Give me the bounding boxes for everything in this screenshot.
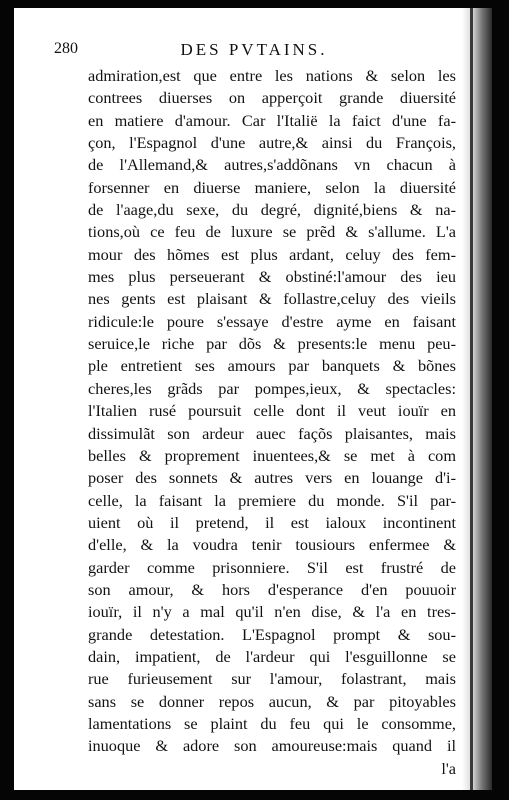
text-line: contrees diuerses on apperçoit grande diuersité bbox=[88, 88, 456, 108]
text-line: forsenner en diuerse maniere, selon la diuersité bbox=[88, 177, 456, 197]
text-line: rue furieusement sur l'amour, folastrant, mais bbox=[88, 669, 456, 689]
text-line: celle, la faisant la premiere du monde. S'il par- bbox=[88, 490, 456, 510]
running-title: DES PVTAINS. bbox=[180, 40, 328, 59]
text-line: lamentations se plaint du feu qui le consomme, bbox=[88, 713, 456, 733]
text-line: ridicule:le poure s'essaye d'estre ayme en faisant bbox=[88, 311, 456, 331]
text-line: d'elle, & la voudra tenir tousiours enfermee & bbox=[88, 535, 456, 555]
text-line: cheres,les grãds par pompes,ieux, & spectacles: bbox=[88, 378, 456, 398]
text-line: grande detestation. L'Espagnol prompt & sou- bbox=[88, 624, 456, 644]
page-header bbox=[54, 40, 454, 58]
text-line: dain, impatient, de l'ardeur qui l'esguillonne se bbox=[88, 646, 456, 666]
body-text bbox=[88, 65, 456, 780]
text-line: sans se donner repos aucun, & par pitoyables bbox=[88, 691, 456, 711]
text-line: mour des hõmes est plus ardant, celuy des fem- bbox=[88, 244, 456, 264]
page-number: 280 bbox=[54, 40, 78, 57]
text-line: seruice,le riche par dõs & presents:le menu peu- bbox=[88, 334, 456, 354]
text-line: mes plus perseuerant & obstiné:l'amour des ieu bbox=[88, 267, 456, 287]
text-line: de l'Allemand,& autres,s'addõnans vn chacun à bbox=[88, 155, 456, 175]
text-line: l'Italien rusé poursuit celle dont il veut iouïr en bbox=[88, 401, 456, 421]
book-page bbox=[14, 8, 492, 790]
text-line: en matiere d'amour. Car l'Italië la faict d'une fa- bbox=[88, 110, 456, 130]
book-spine-shadow bbox=[462, 8, 492, 790]
text-line: de l'aage,du sexe, du degré, dignité,biens & na- bbox=[88, 200, 456, 220]
text-line: poser des sonnets & autres vers en louange d'i- bbox=[88, 468, 456, 488]
text-line: belles & proprement inuentees,& se met à com bbox=[88, 445, 456, 465]
text-line: son amour, & hors d'esperance d'en pouuoir bbox=[88, 579, 456, 599]
text-line: ple entretient ses amours par banquets & bõnes bbox=[88, 356, 456, 376]
text-line: garder comme prisonniere. S'il est frustré de bbox=[88, 557, 456, 577]
text-line: dissimulãt son ardeur auec façõs plaisantes, mais bbox=[88, 423, 456, 443]
text-line: uient où il pretend, il est ialoux incontinent bbox=[88, 512, 456, 532]
text-line: admiration,est que entre les nations & selon les bbox=[88, 66, 456, 85]
text-line: nes gents est plaisant & follastre,celuy des vieils bbox=[88, 289, 456, 309]
book-spine-edge bbox=[470, 8, 473, 790]
catchword: l'a bbox=[441, 758, 456, 778]
text-line: tions,où ce feu de luxure se prẽd & s'allume. L'a bbox=[88, 222, 456, 242]
text-line: çon, l'Espagnol d'une autre,& ainsi du François, bbox=[88, 133, 456, 153]
text-line: iouïr, il n'y a mal qu'il n'en dise, & l'a en tres- bbox=[88, 602, 456, 622]
text-line: inuoque & adore son amoureuse:mais quand il bbox=[88, 736, 456, 756]
